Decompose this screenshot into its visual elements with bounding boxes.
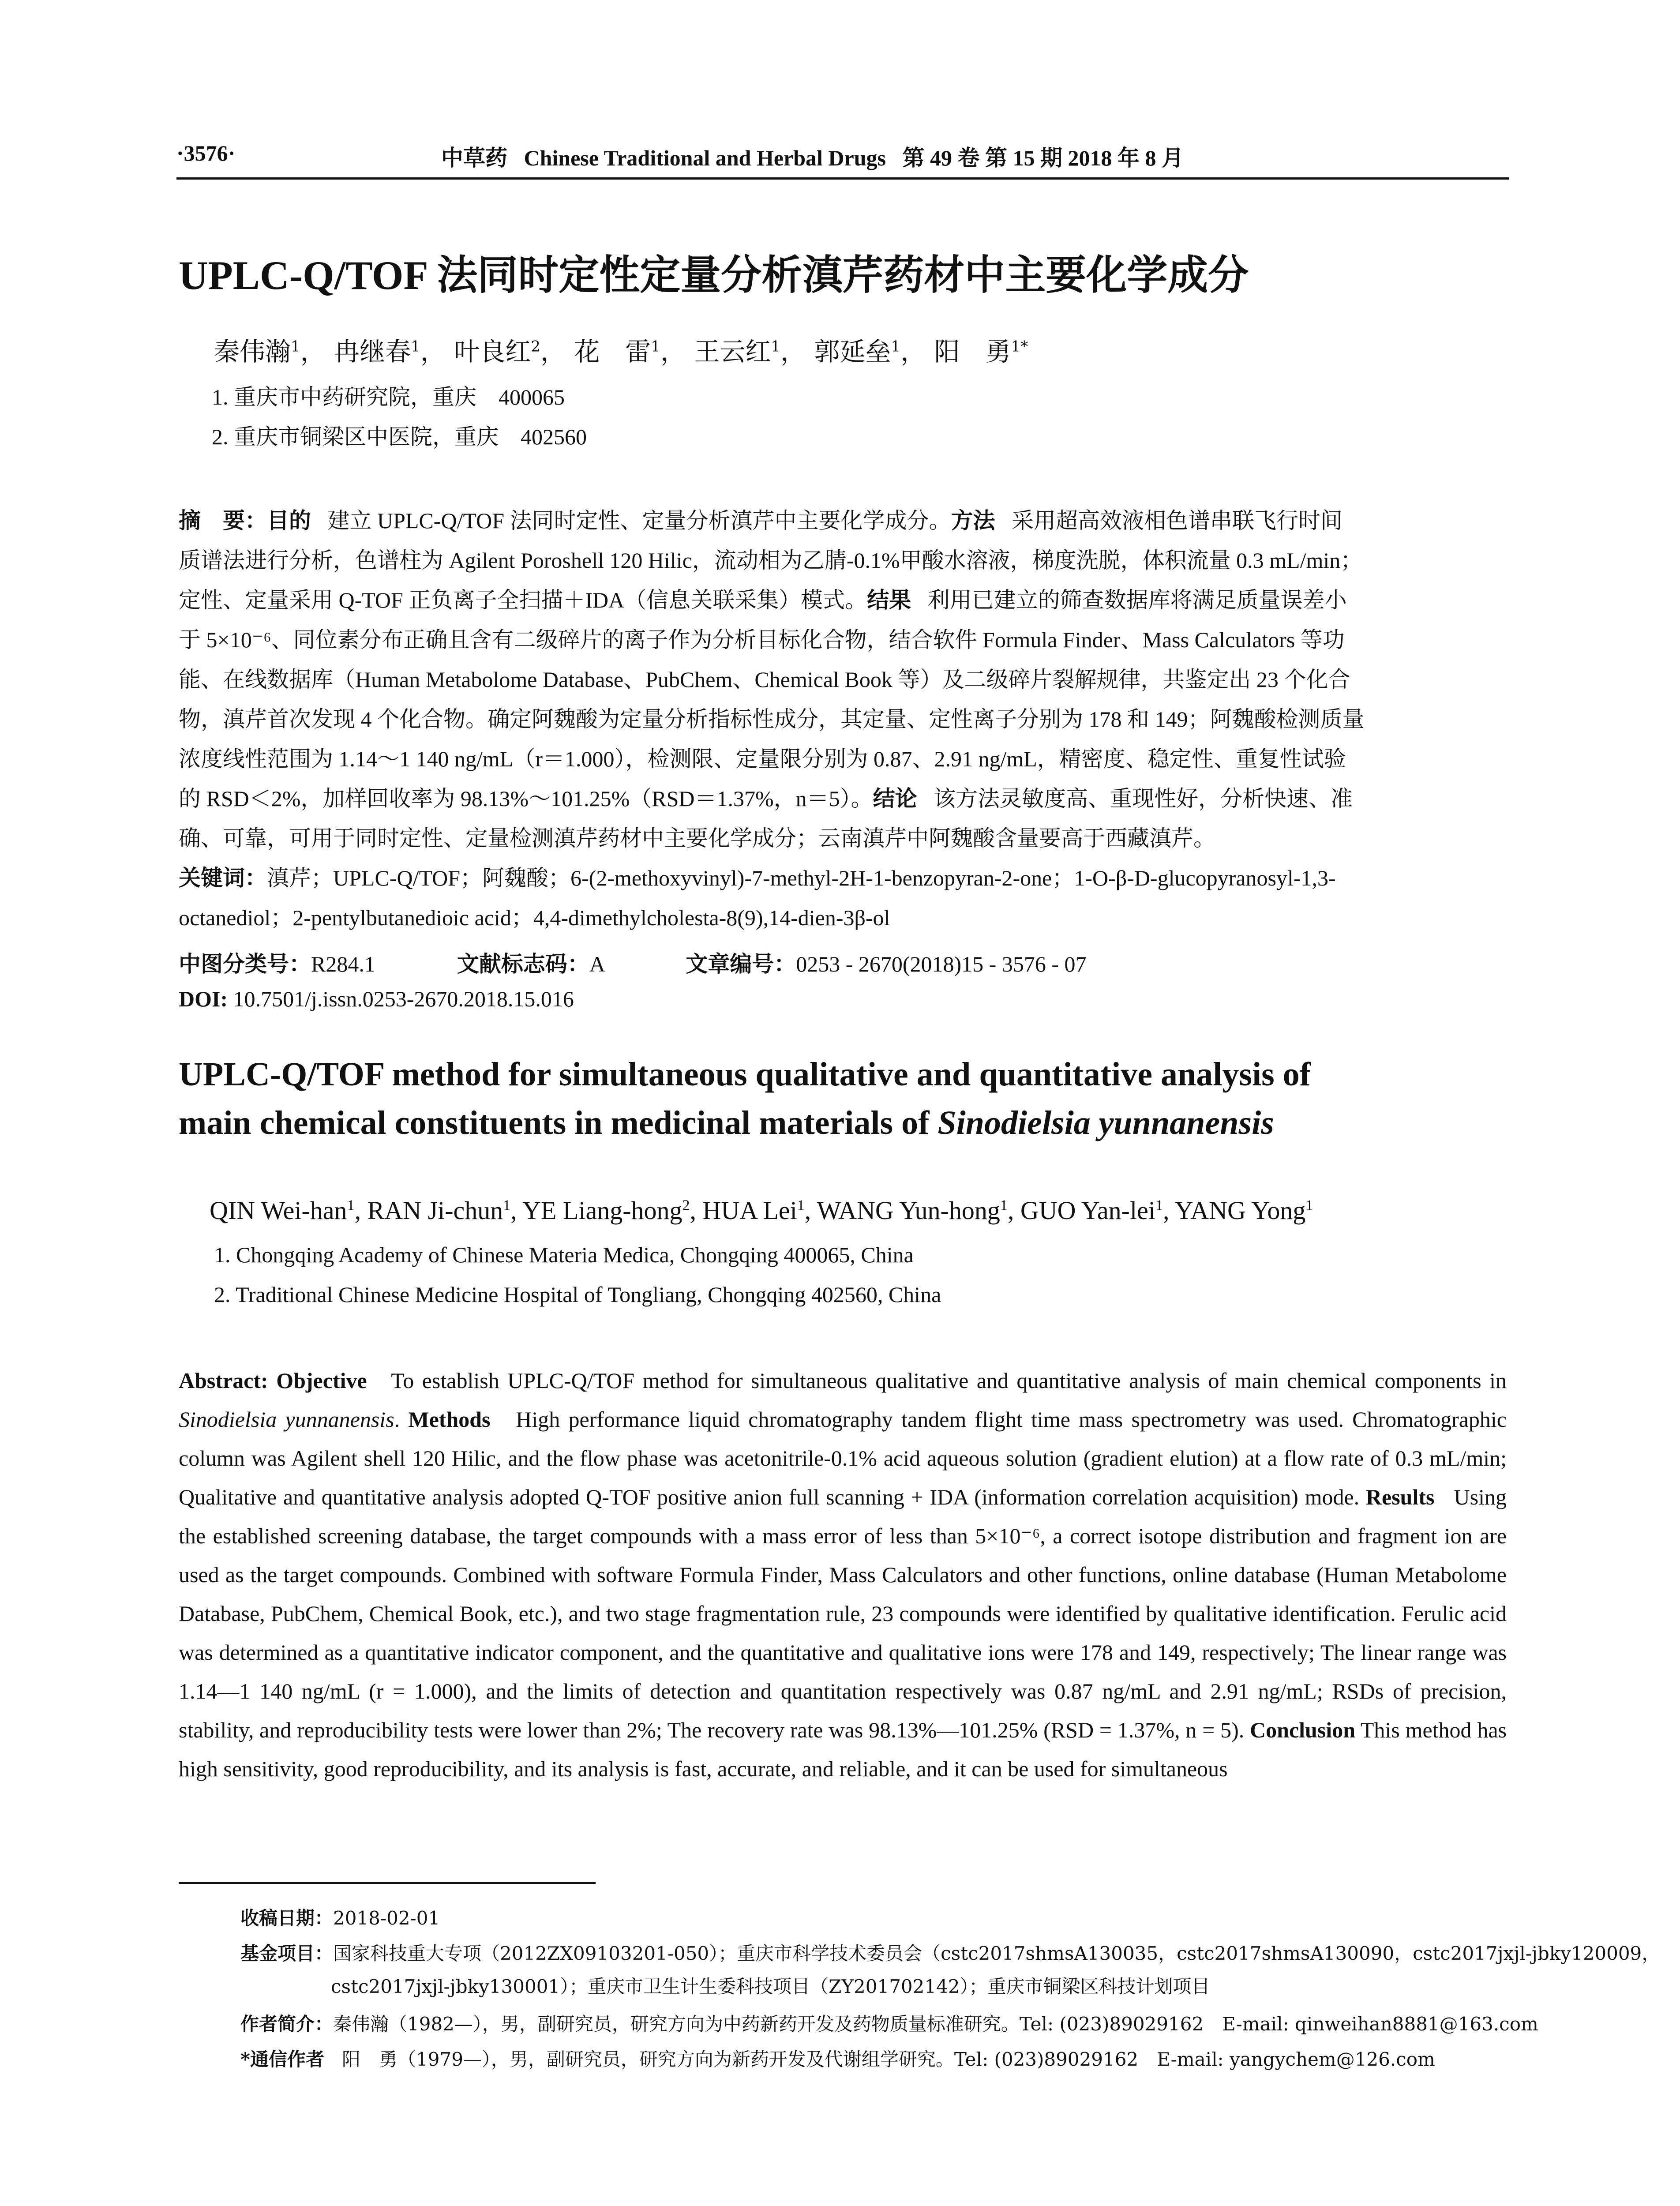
affiliation-cn-2: 2. 重庆市铜梁区中医院，重庆 402560 (212, 424, 587, 449)
results-en-label: Results (1365, 1485, 1435, 1509)
author-en: GUO Yan-lei$^1$ (1020, 1196, 1163, 1225)
methods-en-label: Methods (408, 1407, 491, 1432)
title-cn: UPLC-Q/TOF 法同时定性定量分析滇芹药材中主要化学成分 (179, 253, 1249, 298)
author-cn: 阳 勇$^{1*}$ (934, 337, 1028, 367)
abstract-cn: 摘 要：目的 建立 UPLC-Q/TOF 法同时定性、定量分析滇芹中主要化学成分。方法 采用超高效液相色谱串联飞行时间 质谱法进行分析，色谱柱为 Agilent Poroshell 120 Hilic，流动相为乙腈-0.1%甲酸水溶液，梯度洗脱，体积流量 0.3 mL/min； 定性、定量采用 Q-TOF 正负离子全扫描＋IDA（信息关联采集）模式。结果 利用已建立的筛查数据库将满足质量误差小 于 5×10⁻⁶、同位素分布正确且含有二级碎片的离子作为分析目标化合物，结合软件 Formula Finder、Mass Calculators 等功 能、在线数据库（Human Metabolome Database、PubChem、Chemical Book 等）及二级碎片裂解规律，共鉴定出 23 个化合 物，滇芹首次发现 4 个化合物。确定阿魏酸为定量分析指标性成分，其定量、定性离子分别为 178 和 149；阿魏酸检测质量 浓度线性范围为 1.14～1 140 ng/mL（r＝1.000），检测限、定量限分别为 0.87、2.91 ng/mL，精密度、稳定性、重复性试验 的 RSD＜2%，加样回收率为 98.13%～101.25%（RSD＝1.37%，n＝5）。结论 该方法灵敏度高、重现性好，分析快速、准 确、可靠，可用于同时定性、定量检测滇芹药材中主要化学成分；云南滇芹中阿魏酸含量要高于西藏滇芹。 (179, 508, 1365, 851)
title-en: UPLC-Q/TOF method for simultaneous qualitative and quantitative analysis of main chemical constituents in medicinal materials of Sinodielsia yunnanensis (179, 1056, 1311, 1141)
keywords-cn: 关键词：滇芹；UPLC-Q/TOF；阿魏酸；6-(2-methoxyvinyl)-7-methyl-2H-1-benzopyran-2-one；1-O-β-D-glucopyranosyl-1,3- octanediol；2-pentylbutanedioic acid；4,4-dimethylcholesta-8(9),14-dien-3β-ol (179, 866, 1336, 930)
author-cn: 王云红$^1$ (694, 337, 781, 367)
author-en: QIN Wei-han$^1$ (210, 1196, 355, 1225)
author-cn: 冉继春$^1$ (334, 337, 420, 367)
running-header (176, 140, 1509, 180)
journal-name-cn: 中草药 (441, 145, 507, 171)
author-en: RAN Ji-chun$^1$ (367, 1196, 511, 1225)
footnote-fund-cont: cstc2017jxjl-jbky130001）；重庆市卫生计生委科技项目（ZY201702142）；重庆市铜梁区科技计划项目 (331, 1976, 1210, 1997)
doi-value[interactable]: 10.7501/j.issn.0253-2670.2018.15.016 (233, 987, 574, 1011)
conclusion-label: 结论 (873, 786, 917, 811)
author-cn: 郭延垒$^1$ (814, 337, 901, 367)
keywords-label: 关键词： (179, 866, 267, 890)
footnote-divider (179, 1882, 596, 1884)
doi-line: DOI: 10.7501/j.issn.0253-2670.2018.15.016 (179, 987, 574, 1011)
footnote-corresponding: *通信作者 阳 勇（1979—），男，副研究员，研究方向为新药开发及代谢组学研究。Tel: (023)89029162 E-mail: yangychem@126.com (240, 2048, 1435, 2070)
abstract-en-label: Abstract: (179, 1368, 268, 1393)
methods-label: 方法 (951, 508, 995, 533)
footnote-received: 收稿日期：2018-02-01 (240, 1907, 440, 1929)
author-en: YE Liang-hong$^2$ (522, 1196, 690, 1225)
conclusion-en-label: Conclusion (1250, 1718, 1355, 1742)
journal-name-en: Chinese Traditional and Herbal Drugs (524, 146, 886, 170)
page-number: ·3576· (176, 141, 236, 165)
footnote-author: 作者简介：秦伟瀚（1982—），男，副研究员，研究方向为中药新药开发及药物质量标准研究。Tel: (023)89029162 E-mail: qinweihan8881@163.com (240, 2013, 1538, 2035)
author-cn: 秦伟瀚$^1$ (214, 337, 300, 367)
abstract-label: 摘 要： (179, 508, 267, 533)
affiliation-en-1: 1. Chongqing Academy of Chinese Materia Medica, Chongqing 400065, China (214, 1242, 914, 1267)
author-list-cn: 秦伟瀚$^1$， 冉继春$^1$， 叶良红$^2$， 花 雷$^1$， 王云红$^1$， 郭延垒$^1$， 阳 勇$^{1*}$ (214, 337, 1028, 367)
author-en: HUA Lei$^1$ (702, 1196, 805, 1225)
issue-info: 第 49 卷 第 15 期 2018 年 8 月 (902, 146, 1184, 170)
author-cn: 花 雷$^1$ (574, 337, 660, 367)
objective-en-label: Objective (276, 1368, 367, 1393)
author-en: WANG Yun-hong$^1$ (817, 1196, 1008, 1225)
journal-citation (441, 140, 1184, 172)
results-label: 结果 (867, 588, 911, 612)
footnote-fund: 基金项目：国家科技重大专项（2012ZX09103201-050）；重庆市科学技术委员会（cstc2017shmsA130035，cstc2017shmsA130090，cstc2017jxjl-jbky120009， (240, 1943, 1661, 1964)
affiliation-en-2: 2. Traditional Chinese Medicine Hospital of Tongliang, Chongqing 402560, China (214, 1282, 941, 1307)
author-cn: 叶良红$^2$ (454, 337, 540, 367)
objective-label: 目的 (267, 508, 311, 533)
author-en: YANG Yong$^1$ (1174, 1196, 1313, 1225)
affiliation-cn-1: 1. 重庆市中药研究院，重庆 400065 (212, 385, 565, 409)
classification-line: 中图分类号：R284.1 文献标志码：A 文章编号：0253 - 2670(2018)15 - 3576 - 07 (179, 952, 1087, 976)
abstract-en: Abstract: Objective To establish UPLC-Q/TOF method for simultaneous qualitative and quantitative analysis of main chemical components in Sinodielsia yunnanensis. Methods High performance liquid chromatography tandem flight time mass spectrometry was used. Chromatographic column was Agilent shell 120 Hilic, and the flow phase was acetonitrile-0.1% acid aqueous solution (gradient elution) at a flow rate of 0.3 mL/min; Qualitative and quantitative analysis adopted Q-TOF positive anion full scanning + IDA (information correlation acquisition) mode. Results Using the established screening database, the target compounds with a mass error of less than 5×10⁻⁶, a correct isotope distribution and fragment ion are used as the target compounds. Combined with software Formula Finder, Mass Calculators and other functions, online database (Human Metabolome Database, PubChem, Chemical Book, etc.), and two stage fragmentation rule, 23 compounds were identified by qualitative identification. Ferulic acid was determined as a quantitative indicator component, and the quantitative and qualitative ions were 178 and 149, respectively; The linear range was 1.14—1 140 ng/mL (r = 1.000), and the limits of detection and quantitation respectively was 0.87 ng/mL and 2.91 ng/mL; RSDs of precision, stability, and reproducibility tests were lower than 2%; The recovery rate was 98.13%—101.25% (RSD = 1.37%, n = 5). Conclusion This method has high sensitivity, good reproducibility, and its analysis is fast, accurate, and reliable, and it can be used for simultaneous (179, 1368, 1507, 1781)
author-list-en: QIN Wei-han$^1$, RAN Ji-chun$^1$, YE Liang-hong$^2$, HUA Lei$^1$, WANG Yun-hong$^1$, GUO Yan-lei$^1$, YANG Yong$^1$ (210, 1196, 1313, 1225)
